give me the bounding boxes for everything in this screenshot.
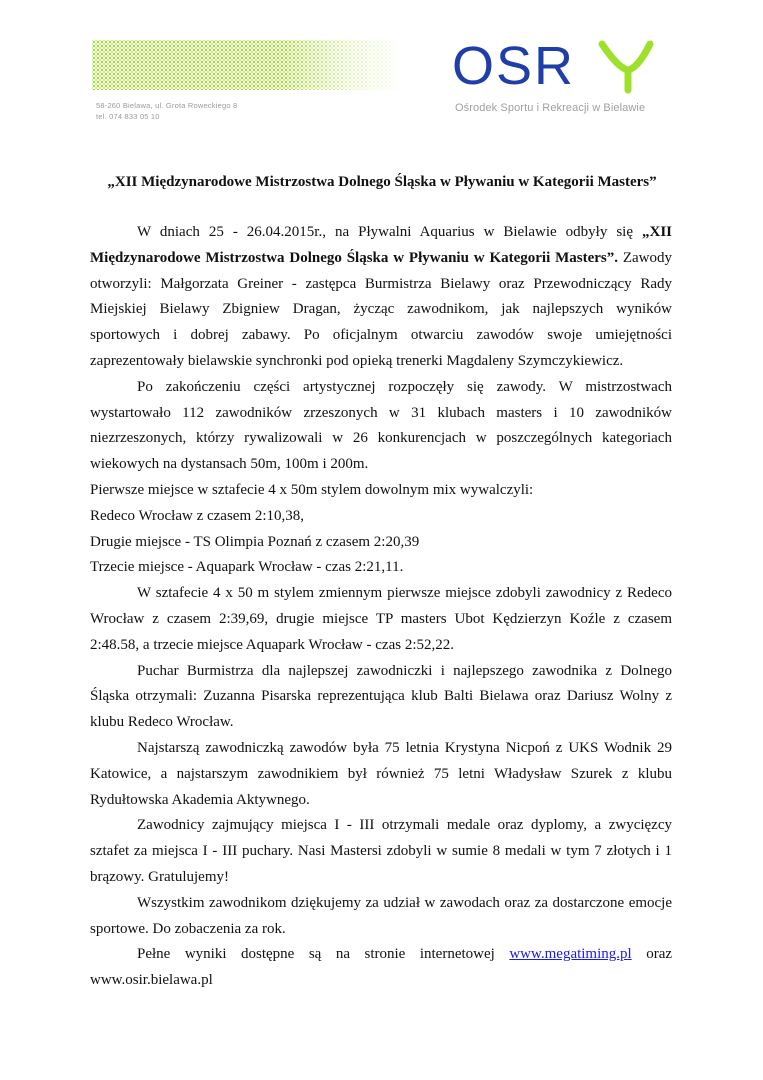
paragraph-thanks: Wszystkim zawodnikom dziękujemy za udział w zawodach oraz za dostarczone emocje sportowe. Do zobaczenia za rok. xyxy=(90,894,672,937)
paragraph-oldest-competitors: Najstarszą zawodniczką zawodów była 75 letnia Krystyna Nicpoń z UKS Wodnik 29 Katowice, a najstarszym zawodnikiem był również 75 letni Władysław Szurek z klubu Rydułtowska Akademia Aktywnego. xyxy=(90,739,672,808)
relay-third-place: Trzecie miejsce - Aquapark Wrocław - czas 2:21,11. xyxy=(90,559,404,576)
paragraph-medals: Zawodnicy zajmujący miejsca I - III otrzymali medale oraz dyplomy, a zwycięzcy sztafet za miejsca I - III puchary. Nasi Mastersi zdobyli w sumie 8 medali w tym 7 złotych i 1 brązowy. Gratulujemy! xyxy=(90,817,672,885)
opening-continuation: Zawody otworzyli: Małgorzata Greiner - zastępca Burmistrza Bielawy oraz Przewodniczący Rady Miejskiej Bielawy Zbigniew Dragan, życząc zawodnikom, jak najlepszych wyników sportowych i dobrej zabawy. Po oficjalnym otwarciu zawodów swoje umiejętności zaprezentowały bielawskie synchronki pod opieką trenerki Magdaleny Szymczykiewicz. xyxy=(90,249,672,369)
osr-logo xyxy=(452,38,657,94)
results-continuation: oraz www.osir.bielawa.pl xyxy=(90,946,673,989)
relay-first-place: Redeco Wrocław z czasem 2:10,38, xyxy=(90,507,305,524)
results-link[interactable]: www.megatiming.pl xyxy=(509,946,632,963)
logo-text: OSR xyxy=(452,38,576,94)
paragraph-results xyxy=(90,942,672,994)
results-text: Pełne wyniki dostępne są na stronie internetowej xyxy=(137,946,510,963)
phone-line: tel. 074 833 05 10 xyxy=(96,112,160,121)
relay-intro: Pierwsze miejsce w sztafecie 4 x 50m stylem dowolnym mix wywalczyli: xyxy=(90,481,534,498)
opening-text: W dniach 25 - 26.04.2015r., na Pływalni Aquarius w Bielawie odbyły się xyxy=(137,224,642,240)
paragraph-medley-relay: W sztafecie 4 x 50 m stylem zmiennym pierwsze miejsce zdobyli zawodnicy z Redeco Wrocław z czasem 2:39,69, drugie miejsce TP masters Ubot Kędzierzyn Koźle z czasem 2:48.58, a trzecie miejsce Aquapark Wrocław - czas 2:52,22. xyxy=(90,585,672,653)
contact-info xyxy=(96,100,237,122)
document-title: „XII Międzynarodowe Mistrzostwa Dolnego Śląska w Pływaniu w Kategorii Masters” xyxy=(107,174,657,190)
paragraph-opening xyxy=(90,220,672,375)
paragraph-competition: Po zakończeniu części artystycznej rozpoczęły się zawody. W mistrzostwach wystartowało 112 zawodników zrzeszonych w 31 klubach masters i 10 zawodników niezrzeszonych, którzy rywalizowali w 26 konkurencjach w poszczególnych kategoriach wiekowych na dystansach 50m, 100m i 200m. xyxy=(90,378,672,473)
organization-name: Ośrodek Sportu i Rekreacji w Bielawie xyxy=(455,102,646,114)
event-name: „XII Międzynarodowe Mistrzostwa Dolnego Śląska w Pływaniu w Kategorii Masters”. xyxy=(90,224,672,266)
paragraph-mayor-cup: Puchar Burmistrza dla najlepszej zawodniczki i najlepszego zawodnika z Dolnego Śląska otrzymali: Zuzanna Pisarska reprezentująca klub Balti Bielawa oraz Dariusz Wolny z klubu Redeco Wrocław. xyxy=(90,662,672,731)
article-body xyxy=(90,220,672,994)
green-dot-pattern xyxy=(92,40,404,90)
address-line: 58-260 Bielawa, ul. Grota Roweckiego 8 xyxy=(96,101,238,110)
relay-second-place: Drugie miejsce - TS Olimpia Poznań z czasem 2:20,39 xyxy=(90,533,420,550)
